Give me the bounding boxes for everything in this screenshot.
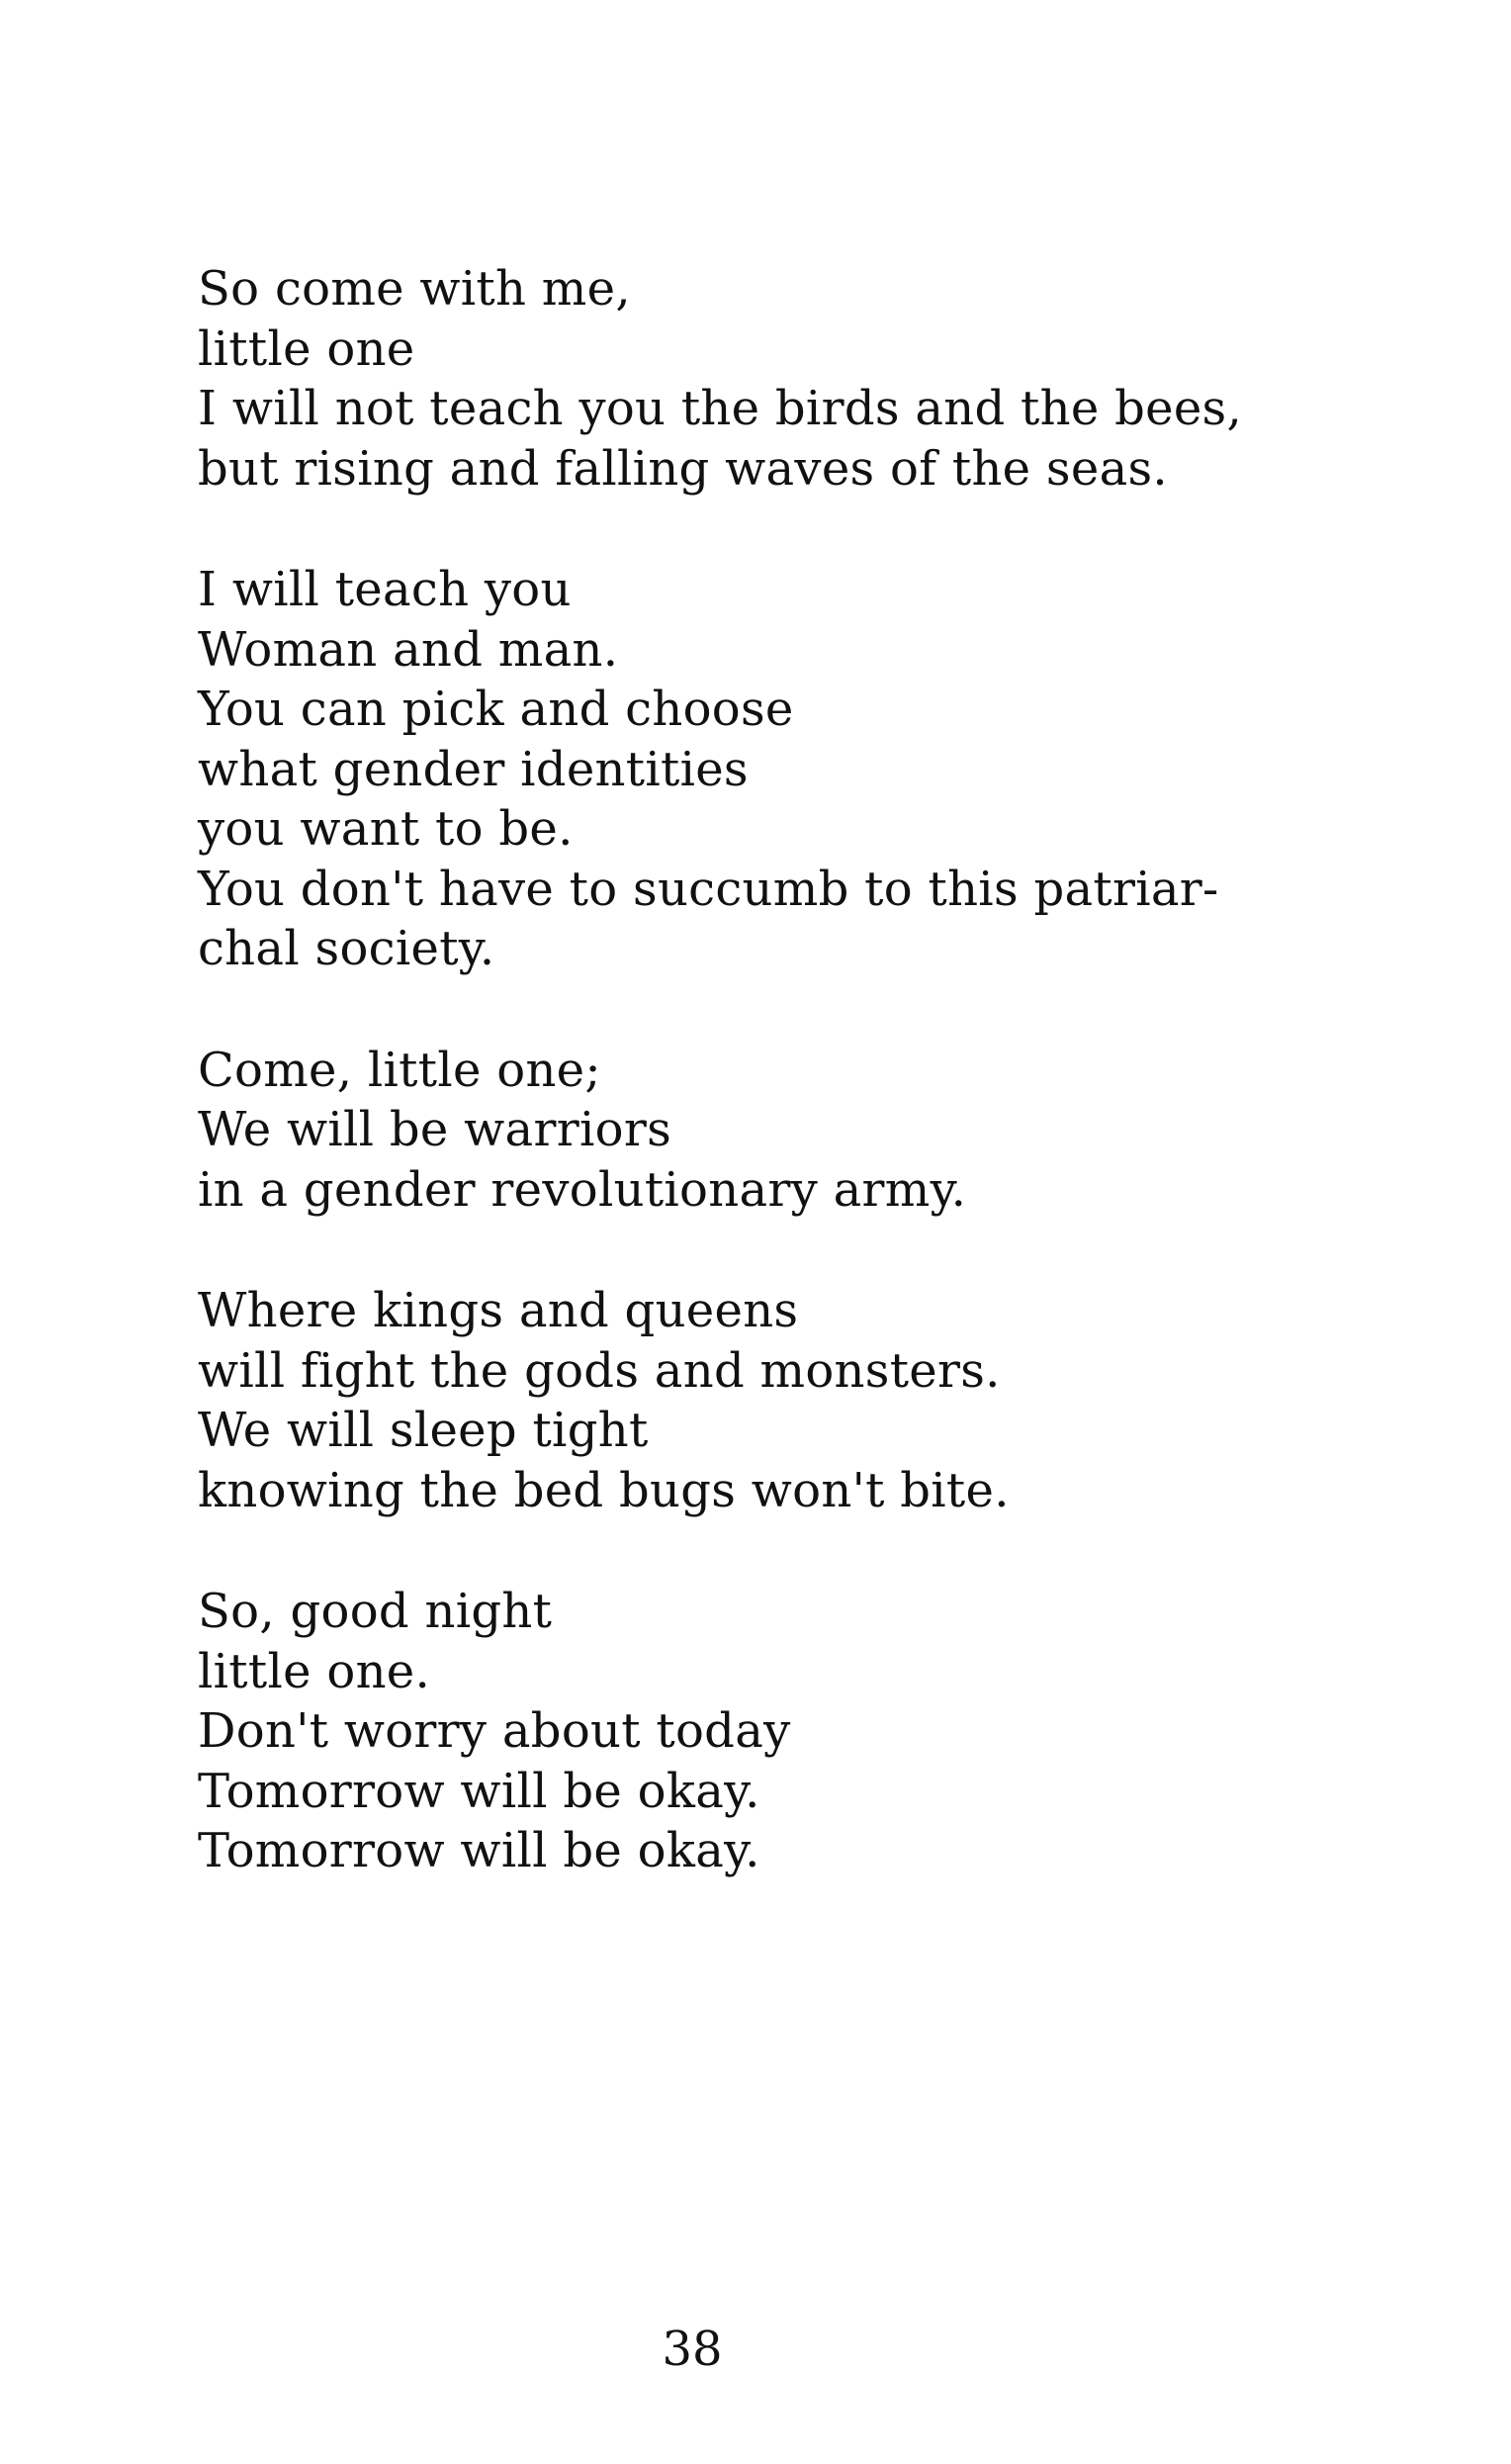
poem-line: So come with me,	[198, 261, 631, 317]
poem-line: little one	[198, 320, 415, 377]
poem-line: I will teach you	[198, 562, 572, 617]
poem-line: Tomorrow will be okay.	[198, 1823, 760, 1878]
poem-line: You can pick and choose	[198, 682, 794, 737]
poem-line: little one.	[198, 1643, 431, 1699]
poem-line: what gender identities	[198, 741, 749, 797]
poem-line: knowing the bed bugs won't bite.	[198, 1462, 1010, 1518]
poem-line: in a gender revolutionary army.	[198, 1161, 967, 1218]
poem-line: Woman and man.	[198, 621, 619, 678]
poem-line: Tomorrow will be okay.	[198, 1763, 760, 1819]
stanza-4	[198, 1281, 1335, 1520]
poem-line: Come, little one;	[198, 1042, 601, 1098]
poem-line: Where kings and queens	[198, 1283, 799, 1338]
stanza-5	[198, 1582, 1335, 1881]
poem-line: I will not teach you the birds and the bees,	[198, 381, 1243, 436]
poem-line: You don't have to succumb to this patriar-	[198, 861, 1219, 917]
poem-line: Don't worry about today	[198, 1703, 791, 1759]
poem-line: So, good night	[198, 1584, 553, 1639]
poem-line: chal society.	[198, 921, 495, 976]
poem-line: We will sleep tight	[198, 1403, 649, 1458]
poem-line: but rising and falling waves of the seas.	[198, 440, 1168, 497]
page-number: 38	[662, 2322, 723, 2377]
stanza-2	[198, 560, 1335, 979]
poem-body	[198, 259, 1335, 1943]
stanza-1	[198, 259, 1335, 499]
poem-line: We will be warriors	[198, 1102, 671, 1157]
stanza-3	[198, 1041, 1335, 1221]
poem-line: will fight the gods and monsters.	[198, 1342, 1001, 1399]
poem-line: you want to be.	[198, 801, 574, 857]
